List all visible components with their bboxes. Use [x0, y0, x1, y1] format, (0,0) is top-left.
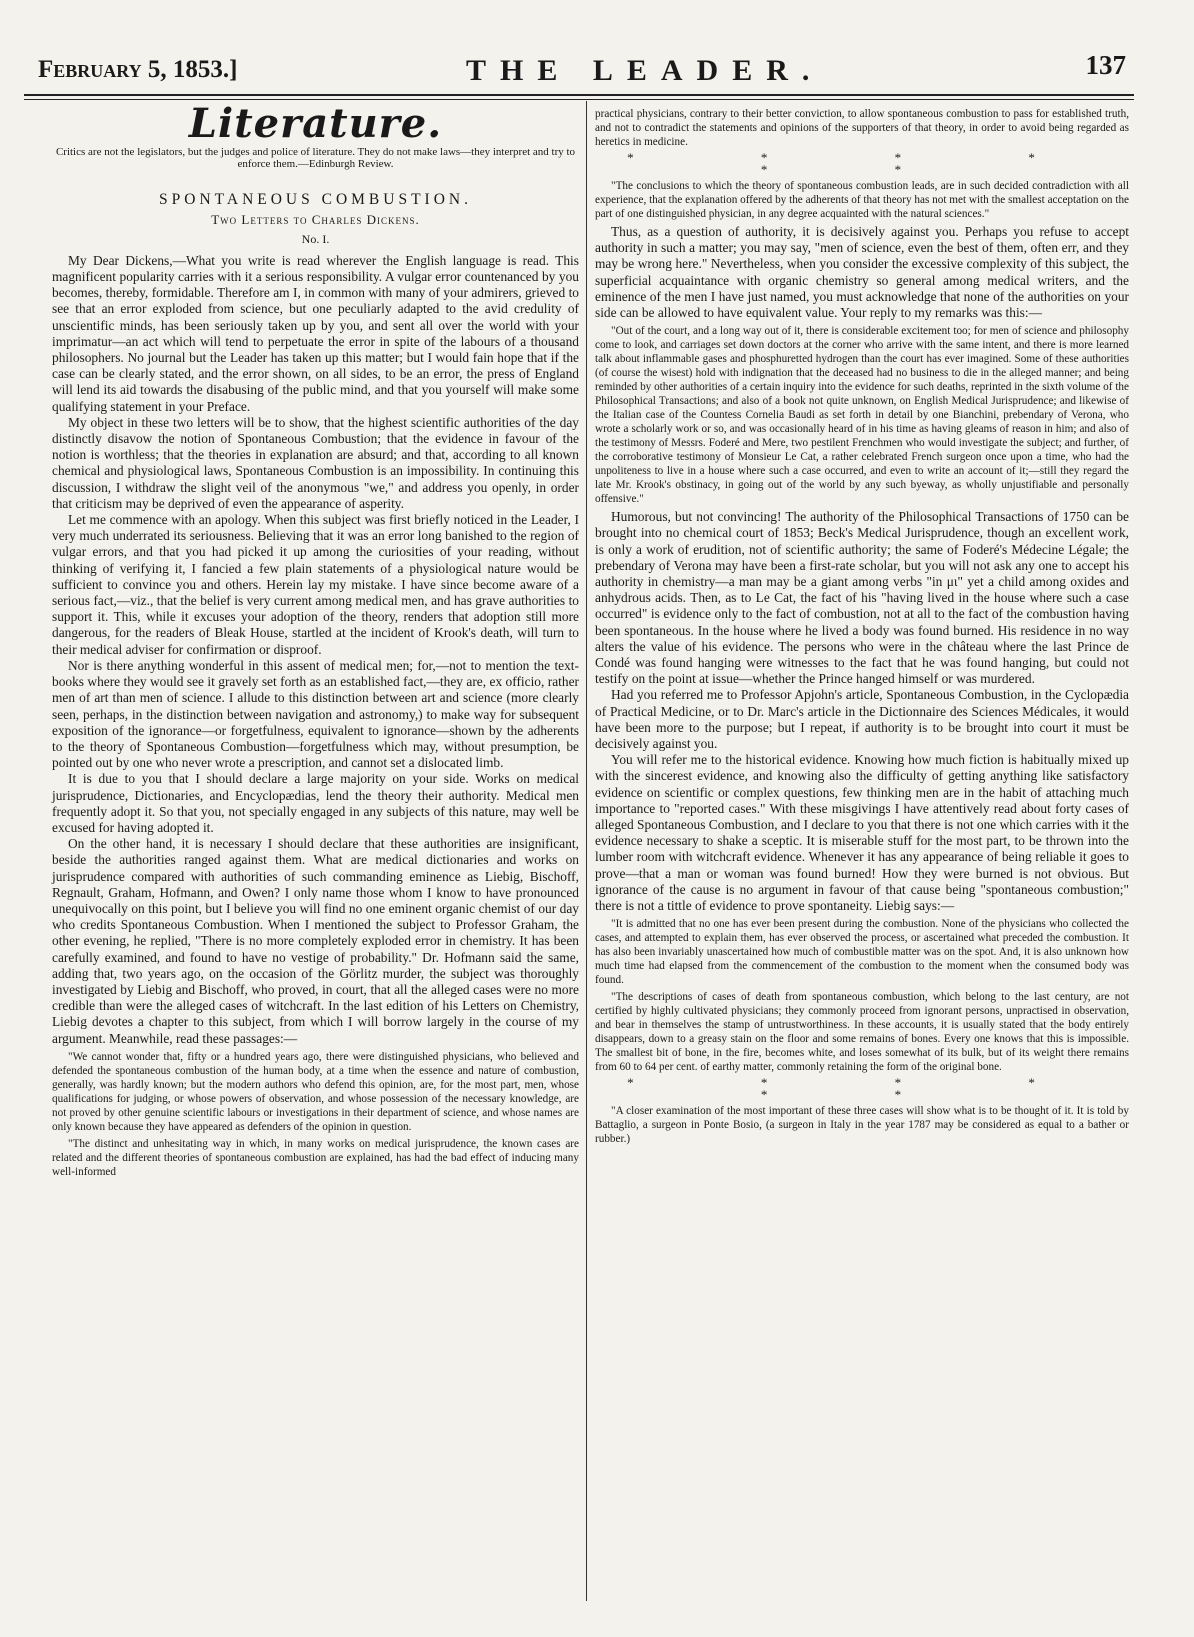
article-title: SPONTANEOUS COMBUSTION. — [159, 191, 472, 209]
block-quote: "We cannot wonder that, fifty or a hundred years ago, there were distinguished physicians, who believed and defended the spontaneous combustion of the human body, at a time when the essence and nature of combustion, generally, was hardly known; but the modern authors who defend this opinion, are, for the most part, men, whose qualifications for judging, or whose powers of observation, and whose possession of the necessary knowledge, are not proved by other genuine scientific labours or investigations in their department of science, and whose names are only known because they have appeared as defenders of the opinion in question. — [52, 1050, 579, 1133]
right-column — [595, 104, 1129, 1149]
paragraph: You will refer me to the historical evidence. Knowing how much fiction is habitually mixed up with the sincerest evidence, and knowing also the difficulty of getting anything like satisfactory evidence on scientific or complex questions, few thinking men are in the habit of attaching much importance to "reported cases." With these misgivings I have attentively read about forty cases of alleged Spontaneous Combustion, and I declare to you that there is not one which carries with it the evidence necessary to shake a sceptic. It is miserable stuff for the most part, to be thrown into the lumber room with witchcraft evidence. Whenever it has any appearance of being reliable it goes to prove—that a man or woman was found burned! How they were burned is not obvious. But ignorance of the cause is no argument in favour of that cause being "spontaneous combustion;" there is not a tittle of evidence to prove spontaneity. Liebig says:— — [595, 752, 1130, 914]
section-title: Literature. — [188, 100, 443, 147]
block-quote: "It is admitted that no one has ever been present during the combustion. None of the physicians who collected the cases, and attempted to explain them, has ever observed the process, or ascertained what preceded the combustion. It has also been invariably unascertained how much of combustible matter was on the spot. And, it is also unknown how much time had elapsed from the commencement of the combustion to the moment when the consumed body was found. — [595, 918, 1129, 987]
issue-date: February 5, 1853.] — [38, 56, 238, 83]
paragraph: Thus, as a question of authority, it is decisively against you. Perhaps you refuse to accept authority in such a matter; you may say, "men of science, even the best of them, often err, and they may be wrong here." Nevertheless, when you consider the excessive complexity of this subject, the superficial acquaintance with organic chemistry so general among medical writers, and the eminence of the men I have just named, you must acknowledge that none of the authorities on your side can be allowed to have equivalent value. Your reply to my remarks was this:— — [595, 224, 1129, 321]
paragraph: On the other hand, it is necessary I should declare that these authorities are insignificant, beside the authorities ranged against them. What are medical dictionaries and works on jurisprudence compared with authorities of such commanding eminence as Liebig, Bischoff, Regnault, Graham, Hofmann, and Owen? I only name those whom I know to have pronounced unequivocally on this point, but I believe you will find no one eminent organic chemist of our day who credits Spontaneous Combustion. When I mentioned the subject to Professor Graham, the other evening, he replied, "There is no more completely exploded error in chemistry. It has been carefully examined, and found to have no vestige of probability." Dr. Hofmann said the same, adding that, two years ago, on the occasion of the Görlitz murder, the subject was thoroughly investigated by Liebig and Bischoff, who proved, in court, that all the alleged cases were no more credible than were the alleged cases of witchcraft. In the last edition of his Letters on Chemistry, Liebig devotes a chapter to this subject, from which I will borrow largely in the course of my argument. Meanwhile, read these passages:— — [52, 836, 579, 1046]
block-quote: "The distinct and unhesitating way in which, in many works on medical jurisprudence, the known cases are related and the different theories of spontaneous combustion are explained, has had the bad effect of inducing many well-informed — [52, 1137, 579, 1178]
left-column — [52, 102, 579, 1182]
header-rule — [24, 94, 1134, 96]
paragraph: My object in these two letters will be to show, that the highest scientific authorities of the day distinctly disavow the notion of Spontaneous Combustion; that the evidence in favour of the notion is worthless; that the theories in explanation are absurd; and that, according to all known chemical and physiological laws, Spontaneous Combustion is an impossibility. In continuing this discussion, I withdraw the slight veil of the anonymous "we," and address you openly, in order that criticism may be deprived of even the appearance of asperity. — [52, 414, 579, 511]
paragraph: My Dear Dickens,—What you write is read wherever the English language is read. This magnificent popularity carries with it a serious responsibility. A vulgar error countenanced by you becomes, thereby, formidable. Therefore am I, in common with many of your admirers, grieved to see that an error exploded from science, but one peculiarly adapted to the avid credulity of unscientific minds, has been seriously taken up by you, and sent all over the world with your imprimatur—an act which will tend to perpetuate the error in spite of the labours of a thousand philosophers. No journal but the Leader has taken up this matter; but I would fain hope that if the case can be clearly stated, and the error shown, on all sides, to be an error, the press of England will lend its aid towards the disabusing of the public mind, and that you yourself will make some qualifying statement in your Preface. — [52, 252, 579, 414]
block-quote-continued: practical physicians, contrary to their better conviction, to allow spontaneous combustion to pass for established truth, and not to contradict the statements and opinions of the supporters of that theory, in order to avoid being regarded as heretics in medicine. — [595, 108, 1129, 148]
paragraph: It is due to you that I should declare a large majority on your side. Works on medical jurisprudence, Dictionaries, and Encyclopædias, lend the theory their authority. Medical men frequently adopt it. So that you, not specially engaged in any subjects of this nature, may well be excused for having adopted it. — [52, 771, 579, 835]
article-number: No. I. — [301, 231, 330, 246]
section-break-stars: * * * * * * — [627, 1075, 1097, 1103]
page-number: 137 — [1085, 50, 1126, 80]
block-quote: "The conclusions to which the theory of spontaneous combustion leads, are in such decided contradiction with all experience, that the explanation offered by the adherents of that theory has not met with the smallest acceptation on the part of one distinguished physician, in any degree acquainted with the natural sciences." — [595, 180, 1129, 220]
paragraph: Humorous, but not convincing! The authority of the Philosophical Transactions of 1750 can be brought into no chemical court of 1853; Beck's Medical Jurisprudence, though an excellent work, is only a work of erudition, not of scientific authority; the same of Foderé's Médecine Légale; the prebendary of Verona may have been a first-rate scholar, but you will not ask any one to accept his authority in chemistry—a man may be a giant among verbs "in μι" yet a child among oxides and anhydrous acids. Then, as to Le Cat, the fact of his "having lived in the house where such a case occurred" is evidence only to the fact of combustion, not at all to the fact of the combustion having been spontaneous. In the house where he lived a body was found burned. His residence in no way alters the value of his evidence. The persons who were in the château where the last Prince de Condé was found hanging were witnesses to the fact that he was found hanging, but could not testify on the point at issue—whether the Prince hanged himself or was murdered. — [595, 509, 1129, 687]
block-quote: "Out of the court, and a long way out of it, there is considerable excitement too; for men of science and philosophy come to look, and carriages set down doctors at the corner who arrive with the same intent, and there is more learned talk about inflammable gases and phosphuretted hydrogen than the court has ever imagined. Some of these authorities (of course the wisest) hold with indignation that the deceased had no business to die in the alleged manner; and being reminded by other authorities of a certain inquiry into the evidence for such deaths, reprinted in the sixth volume of the Philosophical Transactions; and also of a book not quite unknown, on English Medical Jurisprudence; and likewise of the Italian case of the Countess Cornelia Baudi as set forth in detail by one Bianchini, prebendary of Verona, who wrote a scholarly work or so, and was occasionally heard of in his time as having gleams of reason in him; and also of the testimony of Messrs. Foderé and Mere, two pestilent Frenchmen who would investigate the subject; and further, of the corroborative testimony of Monsieur Le Cat, a rather celebrated French surgeon once upon a time, who had the unpoliteness to live in a house where such a case occurred, and even to write an account of it;—still they regard the late Mr. Krook's obstinacy, in going out of the world by any such byeway, as wholly unjustifiable and personally offensive." — [595, 325, 1129, 506]
paragraph: Let me commence with an apology. When this subject was first briefly noticed in the Leader, I very much underrated its seriousness. Believing that it was an error long banished to the region of vulgar errors, and that you had picked it up among the curiosities of your reading, without thinking of verifying it, I fancied a few plain statements of a physiological nature would be sufficient to convince you and others. Herein lay my mistake. I have since become aware of a serious fact,—viz., that the belief is very current among medical men, and has grave authorities to support it. This, while it excuses your adoption of the theory, renders that adoption still more dangerous, for the readers of Bleak House, startled at the incident of Krook's death, will turn to their medical adviser for confirmation or disproof. — [52, 512, 579, 657]
article-subtitle: Two Letters to Charles Dickens. — [211, 212, 420, 228]
masthead: THE LEADER. — [466, 54, 824, 87]
page-header — [36, 50, 1126, 96]
block-quote: "A closer examination of the most important of these three cases will show what is to be thought of it. It is told by Battaglio, a surgeon in Ponte Bosio, (a surgeon in Italy in the year 1787 may be considered as equal to a bather or rubber.) — [595, 1105, 1129, 1146]
section-motto: Critics are not the legislators, but the judges and police of literature. They do not make laws—they interpret and try to enforce them.—Edinburgh Review. — [55, 146, 576, 171]
section-break-stars: * * * * * * — [627, 150, 1097, 177]
paragraph: Nor is there anything wonderful in this assent of medical men; for,—not to mention the text-books where they would see it gravely set forth as an established fact,—they are, ex officio, rather men of art than men of science. I allude to this distinction between art and science (more clearly seen, perhaps, in the distinction between navigation and astronomy,) to make way for subsequent exposition of the ignorance—or forgetfulness, equivalent to ignorance—shown by the adherents to the theory of Spontaneous Combustion—forgetfulness which may, without presumption, be pointed out by one who never wrote a prescription, and cannot set a dislocated limb. — [52, 657, 579, 771]
column-separator — [586, 101, 587, 1601]
block-quote: "The descriptions of cases of death from spontaneous combustion, which belong to the last century, are not certified by highly cultivated physicians; they commonly proceed from ignorant persons, unpractised in observation, and bear in themselves the stamp of untrustworthiness. In these accounts, it is usually stated that the body entirely disappears, down to a greasy stain on the floor and some remains of bones. Every one knows that this is impossible. The smallest bit of bone, in the fire, becomes white, and loses somewhat of its bulk, but of its weight there remains from 60 to 64 per cent. of earthy matter, commonly retaining the form of the original bone. — [595, 991, 1129, 1074]
paragraph: Had you referred me to Professor Apjohn's article, Spontaneous Combustion, in the Cyclopædia of Practical Medicine, or to Dr. Marc's article in the Dictionnaire des Sciences Médicales, it would have been more to the purpose; but I repeat, if authority is to be brought into court it must be decisively against you. — [595, 687, 1129, 752]
